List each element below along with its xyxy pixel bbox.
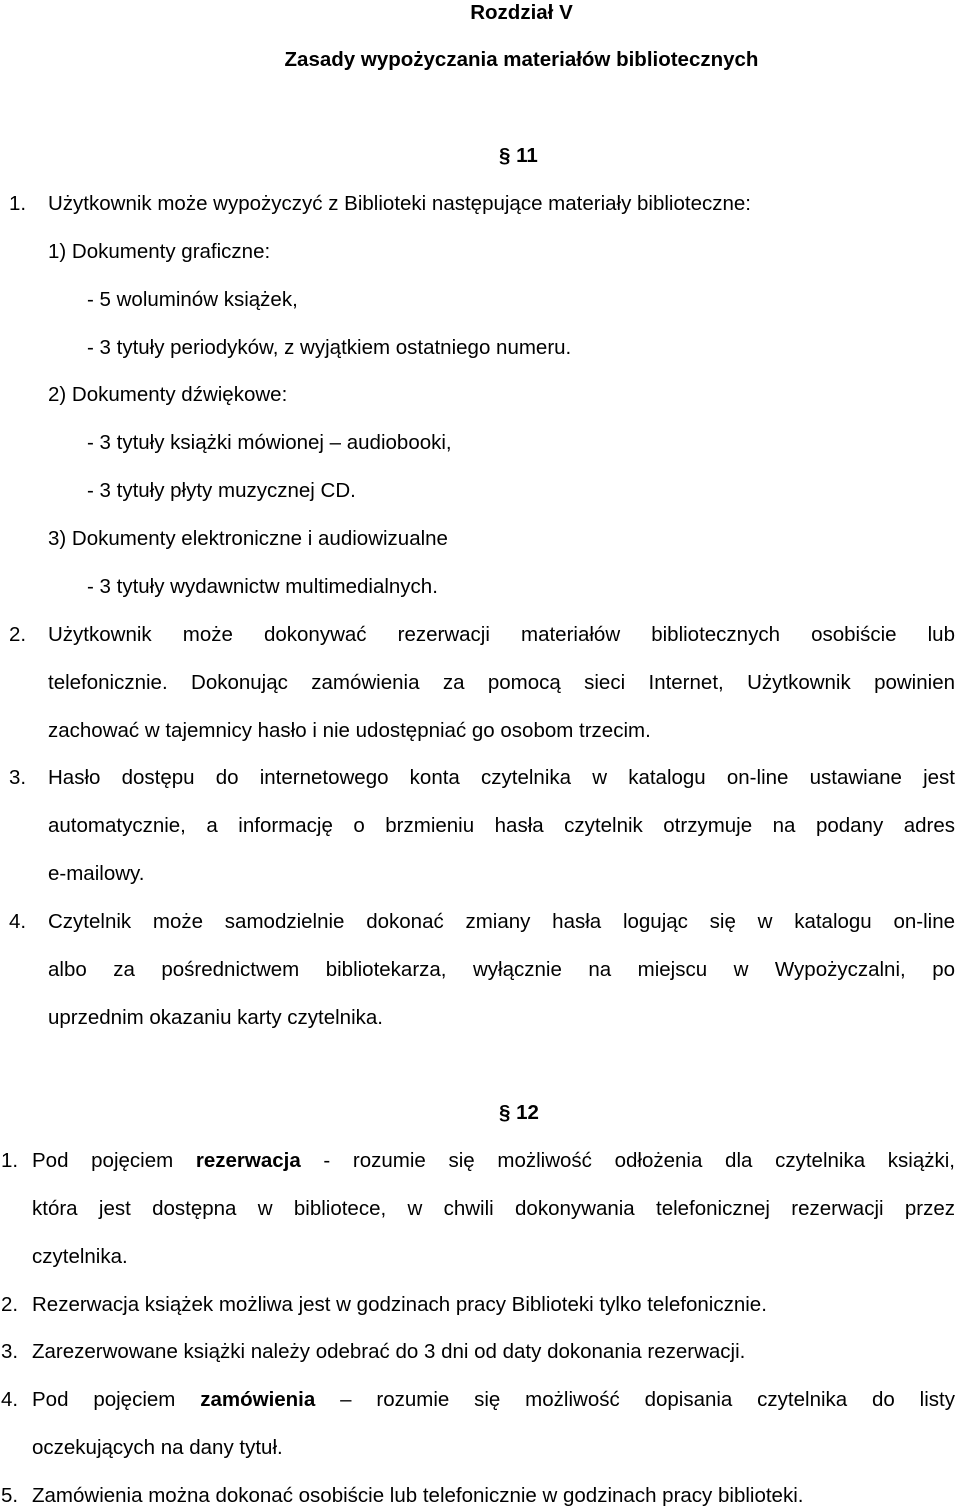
paragraph-text: e-mailowy.	[48, 862, 145, 885]
sub-list-item: - 3 tytuły książki mówionej – audiobooki,	[87, 431, 452, 454]
item-number: 3.	[1, 1340, 19, 1363]
paragraph-text: automatycznie, a informację o brzmieniu hasła czytelnik otrzymuje na podany adres	[48, 814, 955, 837]
item-number: 5.	[1, 1484, 19, 1507]
item-number: 2.	[9, 623, 27, 646]
paragraph-text	[32, 1388, 955, 1412]
item-number: 4.	[9, 910, 27, 933]
text-run: Pod pojęciem	[32, 1388, 201, 1411]
section-heading-12: § 12	[499, 1101, 539, 1124]
paragraph-text	[32, 1149, 955, 1173]
list-item: 3) Dokumenty elektroniczne i audiowizualne	[48, 527, 448, 550]
paragraph-text: która jest dostępna w bibliotece, w chwili dokonywania telefonicznej rezerwacji przez	[32, 1197, 955, 1220]
text-run: – rozumie się możliwość dopisania czytelnika do listy	[315, 1388, 955, 1411]
paragraph-text: Użytkownik może wypożyczyć z Biblioteki następujące materiały biblioteczne:	[48, 192, 751, 215]
item-number: 1.	[1, 1149, 19, 1172]
paragraph-text: Zarezerwowane książki należy odebrać do 3 dni od daty dokonania rezerwacji.	[32, 1340, 746, 1363]
paragraph-text: Rezerwacja książek możliwa jest w godzinach pracy Biblioteki tylko telefonicznie.	[32, 1293, 767, 1316]
paragraph-text: albo za pośrednictwem bibliotekarza, wyłącznie na miejscu w Wypożyczalni, po	[48, 958, 955, 981]
chapter-number: Rozdział V	[470, 1, 573, 24]
term-rezerwacja: rezerwacja	[195, 1149, 301, 1172]
list-item: 2) Dokumenty dźwiękowe:	[48, 383, 288, 406]
text-run: Pod pojęciem	[32, 1149, 196, 1172]
section-heading-11: § 11	[499, 144, 538, 167]
item-number: 1.	[9, 192, 27, 215]
paragraph-text: uprzednim okazaniu karty czytelnika.	[48, 1006, 383, 1029]
paragraph-text: Zamówienia można dokonać osobiście lub telefonicznie w godzinach pracy biblioteki.	[32, 1484, 804, 1507]
sub-list-item: - 3 tytuły periodyków, z wyjątkiem ostatniego numeru.	[87, 336, 572, 359]
paragraph-text: Czytelnik może samodzielnie dokonać zmiany hasła logując się w katalogu on-line	[48, 910, 955, 933]
paragraph-text: czytelnika.	[32, 1245, 128, 1268]
paragraph-text: zachować w tajemnicy hasło i nie udostępniać go osobom trzecim.	[48, 719, 651, 742]
item-number: 3.	[9, 766, 27, 789]
term-zamowienia: zamówienia	[200, 1388, 316, 1411]
chapter-title: Zasady wypożyczania materiałów bibliotecznych	[284, 48, 759, 71]
paragraph-text: Hasło dostępu do internetowego konta czytelnika w katalogu on-line ustawiane jest	[48, 766, 955, 789]
sub-list-item: - 5 woluminów książek,	[87, 288, 298, 311]
paragraph-text: Użytkownik może dokonywać rezerwacji materiałów bibliotecznych osobiście lub	[48, 623, 955, 646]
sub-list-item: - 3 tytuły płyty muzycznej CD.	[87, 479, 356, 502]
item-number: 2.	[1, 1293, 19, 1316]
paragraph-text: oczekujących na dany tytuł.	[32, 1436, 283, 1459]
sub-list-item: - 3 tytuły wydawnictw multimedialnych.	[87, 575, 438, 598]
paragraph-text: telefonicznie. Dokonując zamówienia za pomocą sieci Internet, Użytkownik powinien	[48, 671, 955, 694]
item-number: 4.	[1, 1388, 19, 1411]
text-run: - rozumie się możliwość odłożenia dla czytelnika książki,	[300, 1149, 955, 1172]
list-item: 1) Dokumenty graficzne:	[48, 240, 271, 263]
